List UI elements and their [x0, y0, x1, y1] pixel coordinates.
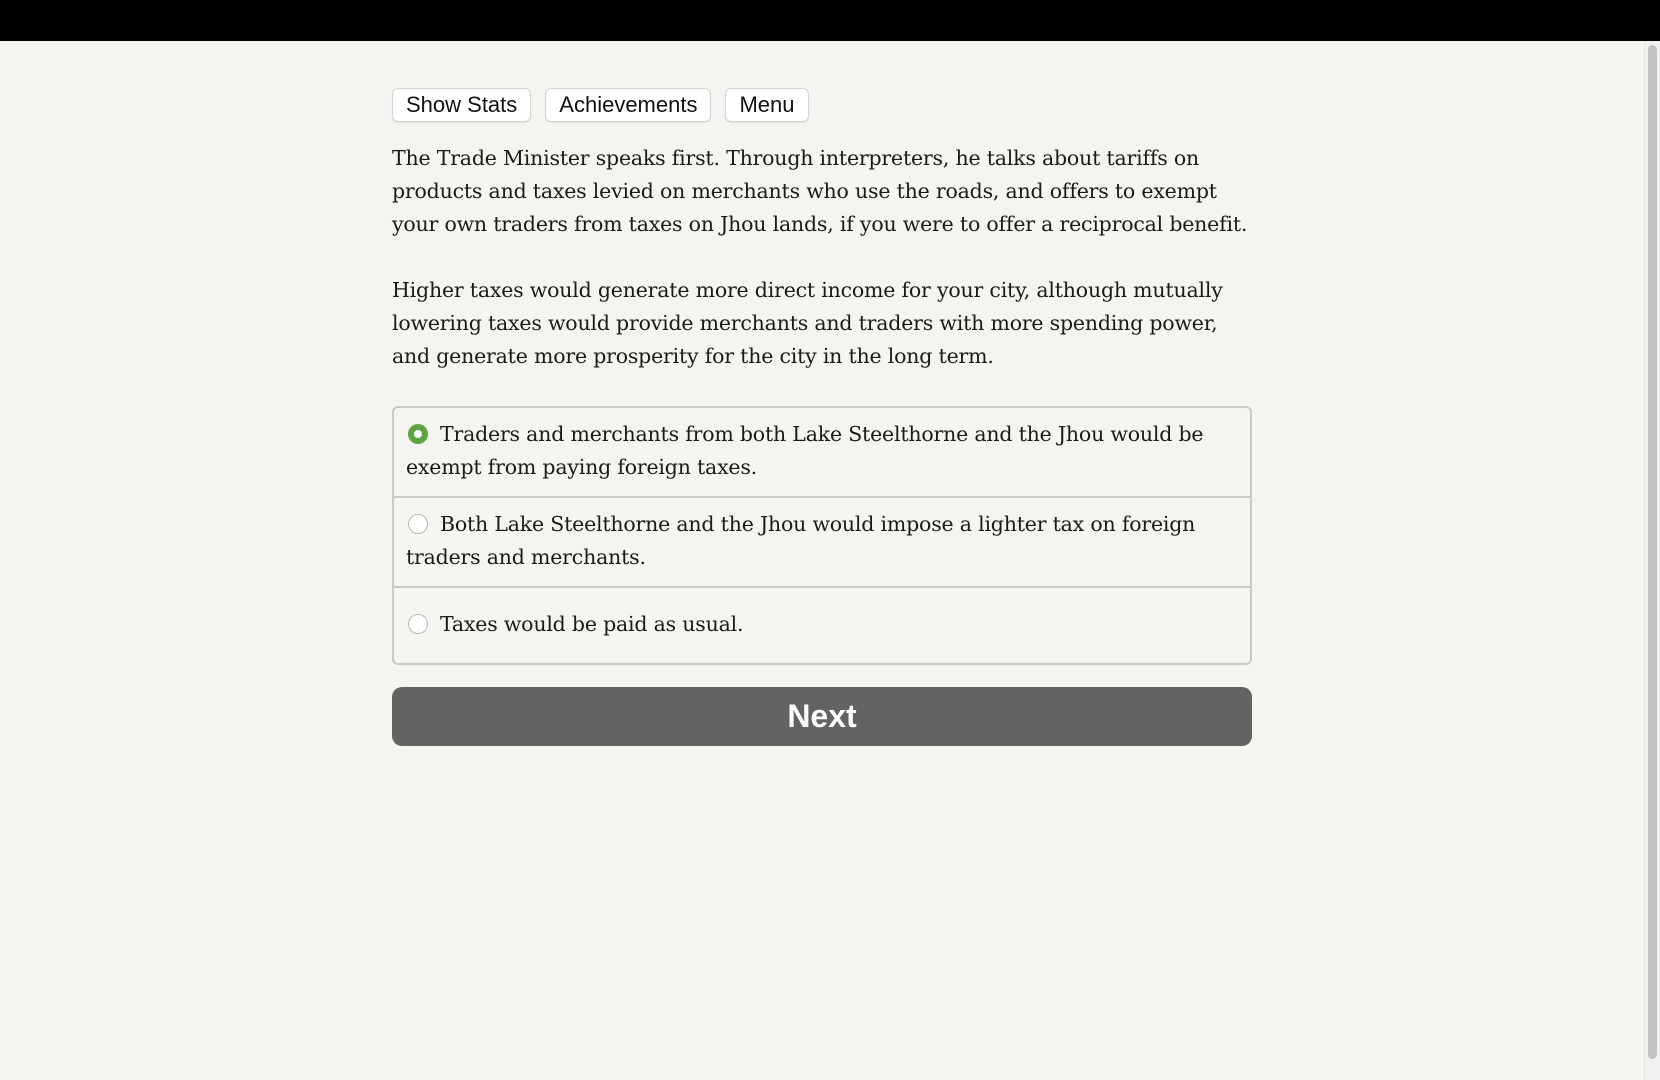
story-paragraph: Higher taxes would generate more direct income for your city, although mutually lowering taxes would provide merchants and traders with more spending power, and generate more prosperity for the city in the long term. — [392, 278, 1223, 368]
radio-unselected-icon[interactable] — [408, 514, 428, 534]
choice-option-2[interactable] — [394, 496, 1250, 586]
scrollbar-thumb[interactable] — [1648, 45, 1657, 1059]
achievements-button[interactable]: Achievements — [545, 88, 711, 122]
top-button-bar — [392, 88, 1252, 122]
show-stats-button[interactable]: Show Stats — [392, 88, 531, 122]
window-top-bar — [0, 0, 1660, 41]
story-paragraph: The Trade Minister speaks first. Through interpreters, he talks about tariffs on products and taxes levied on merchants who use the roads, and offers to exempt your own traders from taxes on Jhou lands, if you were to offer a reciprocal benefit. — [392, 146, 1248, 236]
choice-list — [392, 406, 1252, 665]
next-button[interactable]: Next — [392, 687, 1252, 746]
choice-label: Taxes would be paid as usual. — [440, 612, 744, 636]
choice-option-3[interactable] — [394, 586, 1250, 663]
radio-unselected-icon[interactable] — [408, 614, 428, 634]
choice-label: Traders and merchants from both Lake Steelthorne and the Jhou would be exempt from paying foreign taxes. — [406, 422, 1204, 479]
vertical-scrollbar[interactable] — [1644, 41, 1660, 1080]
choice-label: Both Lake Steelthorne and the Jhou would impose a lighter tax on foreign traders and merchants. — [406, 512, 1196, 569]
choice-option-1[interactable] — [394, 408, 1250, 496]
radio-selected-icon[interactable] — [408, 424, 428, 444]
game-page — [392, 88, 1252, 746]
menu-button[interactable]: Menu — [725, 88, 808, 122]
